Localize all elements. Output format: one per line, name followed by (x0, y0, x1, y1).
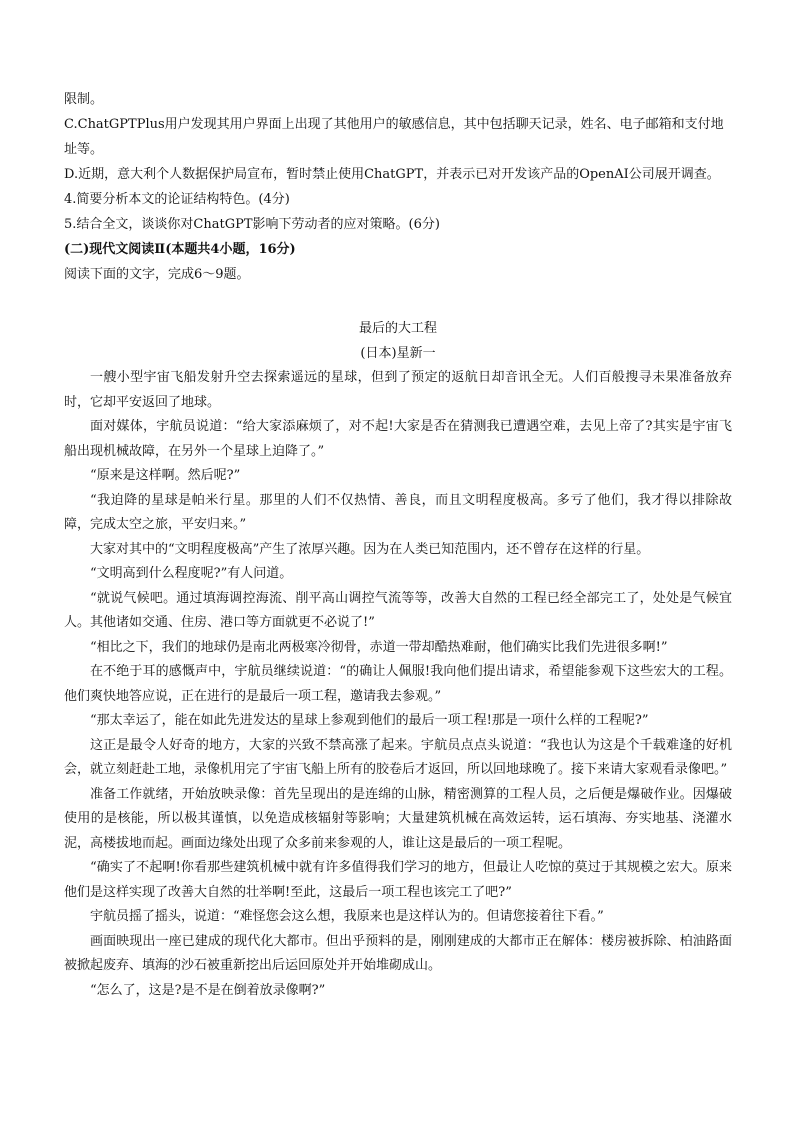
story-paragraph: “相比之下，我们的地球仍是南北两极寒冷彻骨，赤道一带却酷热难耐，他们确实比我们先进很多啊!” (90, 639, 668, 655)
option-d: D.近期，意大利个人数据保护局宣布，暂时禁止使用ChatGPT，并表示已对开发该产品的OpenAI公司展开调查。 (64, 167, 720, 182)
story-paragraph: “就说气候吧。通过填海调控海流、削平高山调控气流等等，改善大自然的工程已经全部完工了，处处是气候宜人。其他诸如交通、住房、港口等方面就更不必说了!” (64, 590, 732, 630)
story-paragraph: “那太幸运了，能在如此先进发达的星球上参观到他们的最后一项工程!那是一项什么样的工程呢?” (90, 713, 649, 728)
story-paragraph: 这正是最令人好奇的地方，大家的兴致不禁高涨了起来。宇航员点点头说道：“我也认为这是个千载难逢的好机会，就立刻赶赴工地，录像机用完了宇宙飞船上所有的胶卷后才返回，所以回地球晚了。接下来请大家观看录像吧。” (64, 737, 732, 777)
story-paragraph: “原来是这样啊。然后呢?” (90, 468, 241, 483)
option-c-tail: 限制。 (64, 92, 104, 107)
story-paragraph: 宇航员摇了摇头，说道：“难怪您会这么想，我原来也是这样认为的。但请您接着往下看。” (90, 909, 604, 924)
question-block (64, 87, 732, 287)
question-5: 5.结合全文，谈谈你对ChatGPT影响下劳动者的应对策略。(6分) (64, 217, 440, 232)
story-paragraph: “文明高到什么程度呢?”有人问道。 (90, 566, 293, 581)
story-block (64, 317, 732, 1003)
story-paragraph: “确实了不起啊!你看那些建筑机械中就有许多值得我们学习的地方，但最让人吃惊的莫过于其规模之宏大。原来他们是这样实现了改善大自然的壮举啊!至此，这最后一项工程也该完工了吧?” (64, 860, 732, 900)
story-paragraph: 画面映现出一座已建成的现代化大都市。但出乎预料的是，刚刚建成的大都市正在解体：楼房被拆除、柏油路面被掀起废弃、填海的沙石被重新挖出后运回原处并开始堆砌成山。 (64, 933, 732, 973)
section-heading: (二)现代文阅读Ⅱ(本题共4小题，16分) (64, 242, 296, 257)
story-paragraph: 准备工作就绪，开始放映录像：首先呈现出的是连绵的山脉，精密测算的工程人员，之后便是爆破作业。因爆破使用的是核能，所以极其谨慎，以免造成核辐射等影响；大量建筑机械在高效运转，运石填海、夯实地基、浇灌水泥，高楼拔地而起。画面边缘处出现了众多前来参观的人，谁让这是最后的一项工程呢。 (64, 786, 732, 851)
story-paragraph: “怎么了，这是?是不是在倒着放录像啊?” (90, 982, 326, 998)
story-paragraph: 在不绝于耳的感慨声中，宇航员继续说道：“的确让人佩服!我向他们提出请求，希望能参观下这些宏大的工程。他们爽快地答应说，正在进行的是最后一项工程，邀请我去参观。” (64, 664, 732, 704)
story-author: (日本)星新一 (360, 345, 436, 361)
section-instruction: 阅读下面的文字，完成6～9题。 (64, 267, 250, 282)
option-c: C.ChatGPTPlus用户发现其用户界面上出现了其他用户的敏感信息，其中包括聊天记录，姓名、电子邮箱和支付地址等。 (64, 117, 724, 157)
story-title: 最后的大工程 (358, 321, 437, 336)
story-paragraph: “我迫降的星球是帕米行星。那里的人们不仅热情、善良，而且文明程度极高。多亏了他们，我才得以排除故障，完成太空之旅，平安归来。” (64, 492, 732, 532)
story-paragraph: 面对媒体，宇航员说道：“给大家添麻烦了，对不起!大家是否在猜测我已遭遇空难，去见上帝了?其实是宇宙飞船出现机械故障，在另外一个星球上迫降了。” (64, 419, 732, 459)
story-paragraph: 大家对其中的“文明程度极高”产生了浓厚兴趣。因为在人类已知范围内，还不曾存在这样的行星。 (90, 541, 650, 557)
story-paragraph: 一艘小型宇宙飞船发射升空去探索遥远的星球，但到了预定的返航日却音讯全无。人们百般搜寻未果准备放弃时，它却平安返回了地球。 (64, 370, 732, 410)
question-4: 4.简要分析本文的论证结构特色。(4分) (64, 192, 290, 207)
